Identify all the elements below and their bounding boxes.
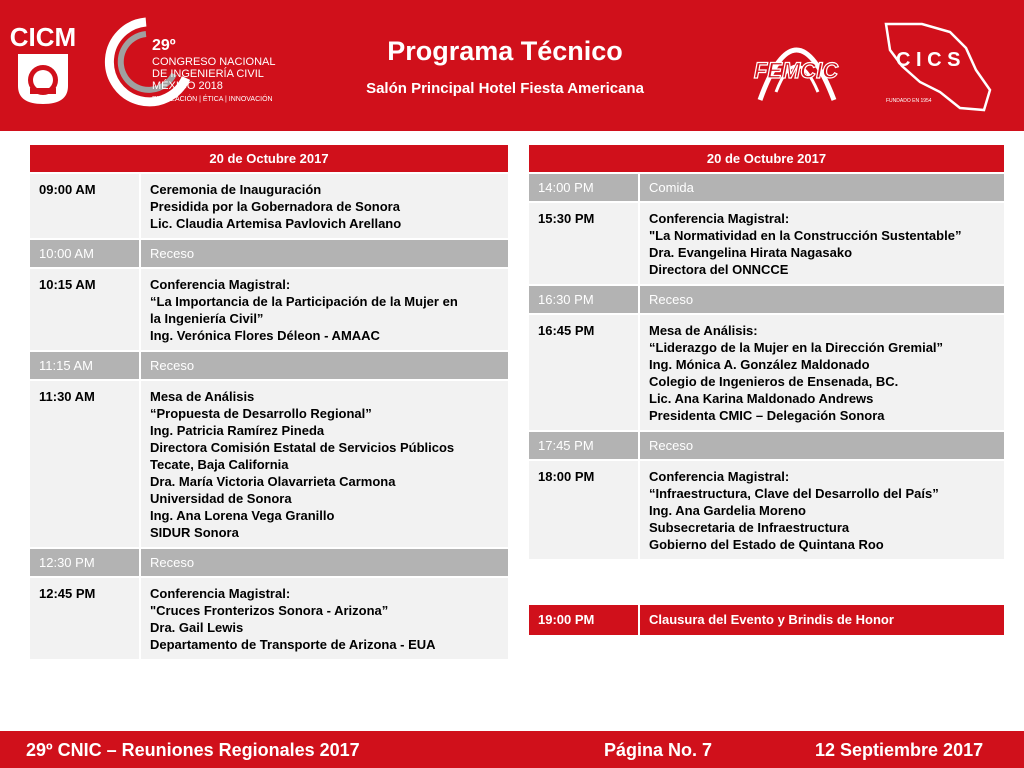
session-line: SIDUR Sonora: [150, 525, 239, 540]
session-row: [30, 577, 509, 660]
session-line: Subsecretaria de Infraestructura: [649, 520, 850, 535]
session-row: [30, 268, 509, 351]
session-line: Ing. Patricia Ramírez Pineda: [150, 423, 325, 438]
congreso-line1: CONGRESO NACIONAL: [152, 56, 276, 68]
session-line: Departamento de Transporte de Arizona - EUA: [150, 637, 436, 652]
session-description: [639, 314, 1005, 431]
session-line: Conferencia Magistral:: [150, 277, 291, 292]
session-line: Mesa de Análisis: [150, 389, 255, 404]
session-time: 18:00 PM: [529, 460, 639, 560]
session-time: 12:45 PM: [30, 577, 140, 660]
session-line: Colegio de Ingenieros de Ensenada, BC.: [649, 374, 899, 389]
page-subtitle: Salón Principal Hotel Fiesta Americana: [366, 80, 644, 97]
session-line: Ing. Ana Gardelia Moreno: [649, 503, 806, 518]
session-description: [639, 460, 1005, 560]
session-line: Receso: [649, 292, 694, 307]
session-line: Lic. Claudia Artemisa Pavlovich Arellano: [150, 216, 402, 231]
cicm-logo-text: CICM: [10, 22, 76, 52]
session-line: Receso: [150, 358, 195, 373]
congreso-line3: MÉXICO 2018: [152, 80, 223, 92]
session-line: Lic. Ana Karina Maldonado Andrews: [649, 391, 874, 406]
session-line: Mesa de Análisis:: [649, 323, 758, 338]
session-description: [140, 173, 509, 239]
recess-row: [30, 548, 509, 577]
cics-founded: FUNDADO EN 1954: [886, 98, 932, 104]
recess-row: [529, 431, 1005, 460]
session-description: [639, 202, 1005, 285]
session-time: 16:45 PM: [529, 314, 639, 431]
session-line: Directora Comisión Estatal de Servicios Públicos: [150, 440, 455, 455]
recess-row: [529, 285, 1005, 314]
session-line: “Liderazgo de la Mujer en la Dirección Gremial”: [649, 340, 944, 355]
session-line: Directora del ONNCCE: [649, 262, 789, 277]
congreso-number: 29º: [152, 37, 176, 54]
femcic-logo-text: FEMCIC: [753, 58, 839, 83]
session-description: [140, 577, 509, 660]
closing-row: [529, 605, 1005, 636]
schedule-table-left: [30, 145, 510, 661]
session-line: Presidenta CMIC – Delegación Sonora: [649, 408, 885, 423]
session-row: [529, 202, 1005, 285]
cics-logo-text: C I C S: [896, 49, 961, 71]
session-line: Universidad de Sonora: [150, 491, 292, 506]
session-description: [140, 548, 509, 577]
congreso-logo: [100, 16, 290, 108]
session-line: Ing. Mónica A. González Maldonado: [649, 357, 870, 372]
footer-event: 29º CNIC – Reuniones Regionales 2017: [26, 740, 360, 760]
session-description: [140, 268, 509, 351]
session-line: Ceremonia de Inauguración: [150, 182, 322, 197]
session-line: Dra. Gail Lewis: [150, 620, 244, 635]
page-title: Programa Técnico: [387, 36, 623, 66]
session-line: Receso: [150, 246, 195, 261]
closing-text: Clausura del Evento y Brindis de Honor: [639, 605, 1005, 636]
session-description: [140, 351, 509, 380]
session-line: Ing. Verónica Flores Déleon - AMAAC: [150, 328, 380, 343]
recess-row: [529, 173, 1005, 202]
session-row: [30, 173, 509, 239]
session-line: Conferencia Magistral:: [150, 586, 291, 601]
session-line: “Infraestructura, Clave del Desarrollo del País”: [649, 486, 939, 501]
footer-page-number: Página No. 7: [604, 740, 713, 760]
session-time: 12:30 PM: [30, 548, 140, 577]
session-description: [140, 380, 509, 548]
session-time: 11:30 AM: [30, 380, 140, 548]
session-line: Comida: [649, 180, 694, 195]
session-row: [529, 460, 1005, 560]
session-line: Receso: [649, 438, 694, 453]
schedule-table-right: [529, 145, 1006, 561]
session-line: Gobierno del Estado de Quintana Roo: [649, 537, 884, 552]
session-description: [140, 239, 509, 268]
femcic-logo: [726, 20, 866, 110]
session-line: Tecate, Baja California: [150, 457, 289, 472]
session-line: Ing. Ana Lorena Vega Granillo: [150, 508, 335, 523]
session-time: 11:15 AM: [30, 351, 140, 380]
congreso-tagline: PLANEACIÓN | ÉTICA | INNOVACIÓN: [152, 96, 273, 103]
date-header: 20 de Octubre 2017: [30, 145, 509, 173]
cicm-logo: [10, 18, 76, 108]
session-row: [30, 380, 509, 548]
recess-row: [30, 351, 509, 380]
session-line: "Cruces Fronterizos Sonora - Arizona”: [150, 603, 389, 618]
session-line: Dra. María Victoria Olavarrieta Carmona: [150, 474, 396, 489]
session-time: 14:00 PM: [529, 173, 639, 202]
closing-time: 19:00 PM: [529, 605, 639, 636]
session-row: [529, 314, 1005, 431]
session-time: 17:45 PM: [529, 431, 639, 460]
session-line: Conferencia Magistral:: [649, 211, 790, 226]
session-line: “Propuesta de Desarrollo Regional”: [150, 406, 372, 421]
recess-row: [30, 239, 509, 268]
session-line: “La Importancia de la Participación de la Mujer en: [150, 294, 458, 309]
session-line: Presidida por la Gobernadora de Sonora: [150, 199, 400, 214]
footer-date: 12 Septiembre 2017: [815, 740, 984, 760]
date-header: 20 de Octubre 2017: [529, 145, 1005, 173]
session-description: [639, 431, 1005, 460]
session-time: 10:15 AM: [30, 268, 140, 351]
session-time: 15:30 PM: [529, 202, 639, 285]
footer-banner: [0, 731, 1024, 768]
closing-table: [529, 605, 1006, 637]
date-header-row: [529, 145, 1005, 173]
session-line: Dra. Evangelina Hirata Nagasako: [649, 245, 853, 260]
congreso-line2: DE INGENIERÍA CIVIL: [152, 68, 264, 80]
cics-logo: [880, 20, 1000, 116]
session-time: 16:30 PM: [529, 285, 639, 314]
header-banner: [0, 0, 1024, 131]
session-line: "La Normatividad en la Construcción Sustentable”: [649, 228, 962, 243]
date-header-row: [30, 145, 509, 173]
session-line: Receso: [150, 555, 195, 570]
session-description: [639, 285, 1005, 314]
session-description: [639, 173, 1005, 202]
session-line: la Ingeniería Civil”: [150, 311, 264, 326]
session-line: Conferencia Magistral:: [649, 469, 790, 484]
session-time: 09:00 AM: [30, 173, 140, 239]
session-time: 10:00 AM: [30, 239, 140, 268]
